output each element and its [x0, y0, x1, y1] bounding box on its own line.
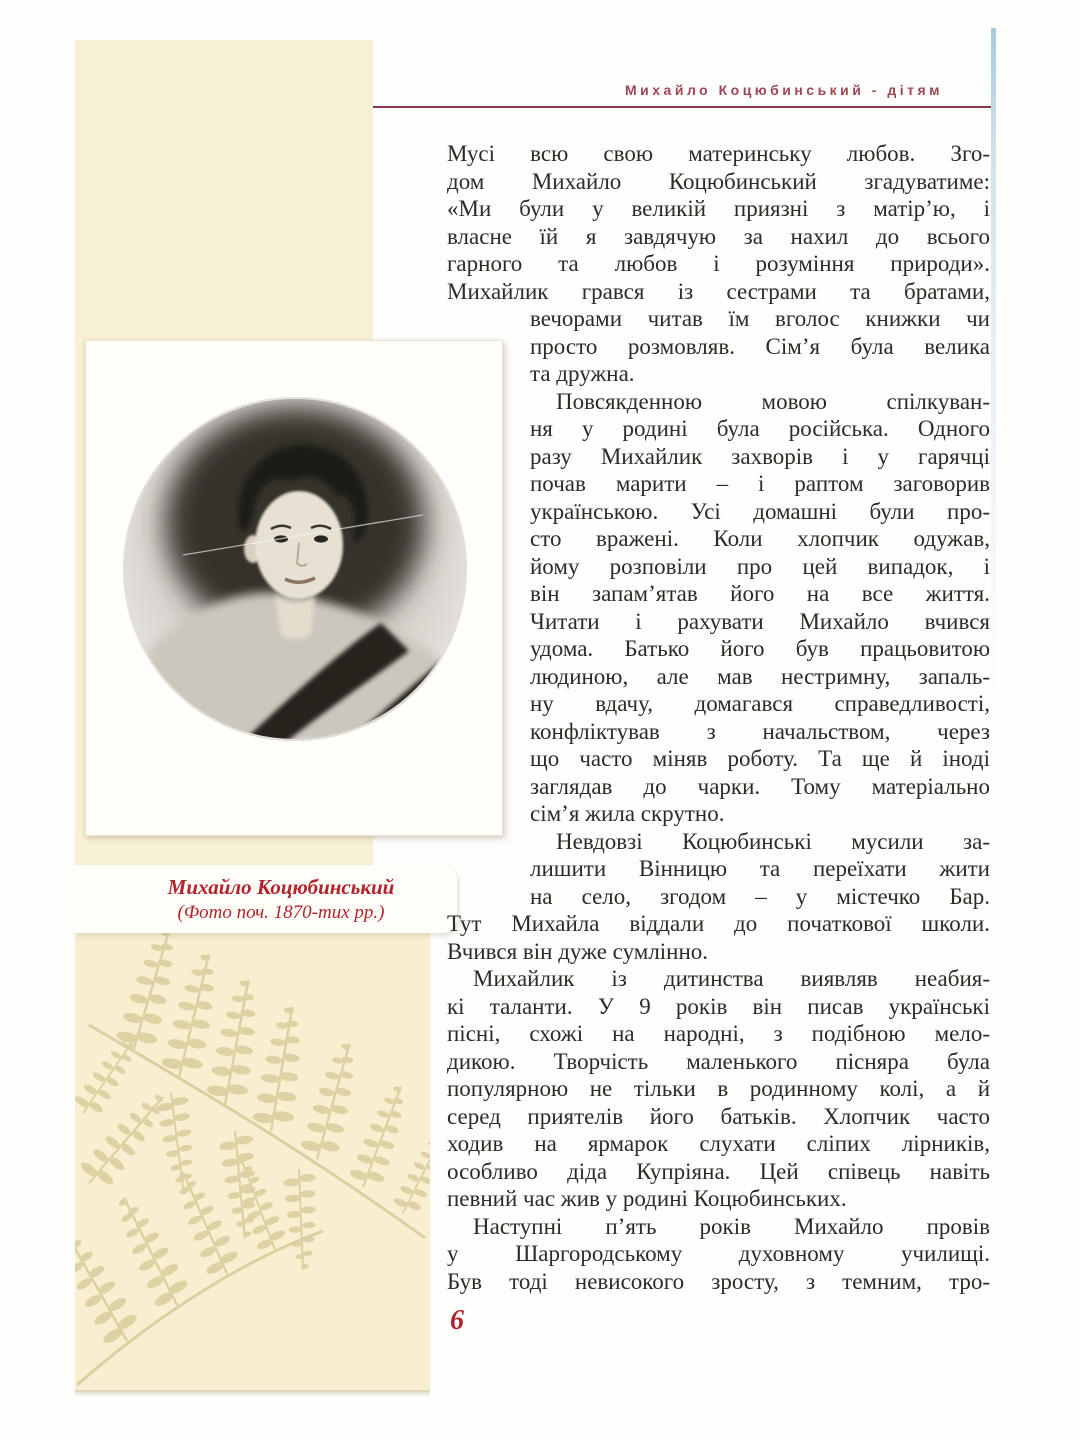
text-line: конфліктував з начальством, через [530, 718, 990, 744]
text-line: певний час жив у родині Коцюбинських. [447, 1186, 847, 1211]
text-line: Наступні п’ять років Михайло провів [473, 1213, 990, 1239]
text-line: Читати і рахувати Михайло вчився [530, 608, 990, 634]
text-line: Михайлик грався із сестрами та братами, [447, 278, 990, 304]
fern-illustration [75, 933, 430, 1392]
text-line: лишити Вінницю та переїхати жити [530, 856, 990, 881]
text-line: разу Михайлик захворів і у гарячці [530, 443, 990, 469]
text-line: дом Михайло Коцюбинський згадуватиме: [447, 168, 990, 194]
text-line: Вчився він дуже сумлінно. [447, 938, 709, 964]
text-line: вечорами читав їм вголос книжки чи [530, 306, 990, 331]
photo-caption [75, 865, 457, 933]
caption-detail: (Фото поч. 1870-тих рр.) [177, 901, 385, 923]
page-edge-right [991, 28, 996, 708]
text-line: дикою. Творчість маленького пісняра була [447, 1048, 990, 1074]
text-line: гарного та любов і розуміння природи». [447, 251, 990, 276]
text-block-closing [447, 910, 990, 1295]
left-panel-top [75, 40, 373, 335]
text-line: пісні, схожі на народні, з подібною мело- [447, 1021, 990, 1046]
text-line: сто вражені. Коли хлопчик одужав, [530, 526, 990, 551]
text-line: йому розповіли про цей випадок, і [530, 553, 990, 579]
text-line: кі таланти. У 9 років він писав українські [447, 993, 990, 1019]
text-block-opening [447, 140, 990, 305]
text-line: серед приятелів його батьків. Хлопчик часто [447, 1103, 990, 1129]
text-line: ходив на ярмарок слухати сліпих лірників, [447, 1131, 990, 1156]
caption-name: Михайло Коцюбинський [167, 874, 395, 899]
text-line: Тут Михайла віддали до початкової школи. [447, 911, 990, 936]
portrait-photo [123, 397, 467, 741]
text-line: та дружна. [530, 361, 635, 386]
text-line: особливо діда Купріяна. Цей співець навіть [447, 1158, 990, 1184]
page-edge-bottom [75, 1390, 430, 1397]
text-line: Був тоді невисокого зросту, з темним, тро- [447, 1268, 990, 1294]
text-line: Мусі всю свою материнську любов. Зго- [447, 141, 990, 166]
text-line: у Шаргородському духовному училищі. [447, 1241, 990, 1266]
text-line: людиною, але мав нестримну, запаль- [530, 663, 990, 689]
text-line: Повсякденною мовою спілкуван- [556, 388, 990, 414]
text-block-beside-photo [530, 305, 990, 910]
text-line: Невдовзі Коцюбинські мусили за- [556, 828, 990, 854]
text-line: сім’я жила скрутно. [530, 801, 725, 826]
text-line: «Ми були у великій приязні з матір’ю, і [447, 196, 990, 221]
running-header: Михайло Коцюбинський - дітям [625, 82, 943, 98]
text-line: заглядав до чарки. Тому матеріально [530, 773, 990, 799]
text-line: на село, згодом – у містечко Бар. [530, 883, 990, 909]
text-line: він запам’ятав його на все життя. [530, 581, 990, 606]
text-line: почав марити – і раптом заговорив [530, 471, 990, 496]
text-line: Михайлик із дитинства виявляв неабия- [473, 966, 990, 991]
text-line: що часто міняв роботу. Та ще й іноді [530, 746, 990, 771]
text-line: просто розмовляв. Сім’я була велика [530, 333, 990, 359]
body-text [447, 140, 990, 1295]
page-number: 6 [450, 1305, 464, 1336]
text-line: удома. Батько його був працьовитою [530, 636, 990, 661]
text-line: популярною не тільки в родинному колі, а й [447, 1076, 990, 1101]
text-line: ну вдачу, домагався справедливості, [530, 691, 990, 716]
text-line: українською. Усі домашні були про- [530, 498, 990, 524]
header-rule [373, 106, 995, 108]
text-line: ня у родині була російська. Одного [530, 416, 990, 441]
text-line: власне їй я завдячую за нахил до всього [447, 223, 990, 249]
photo-card [85, 340, 503, 836]
